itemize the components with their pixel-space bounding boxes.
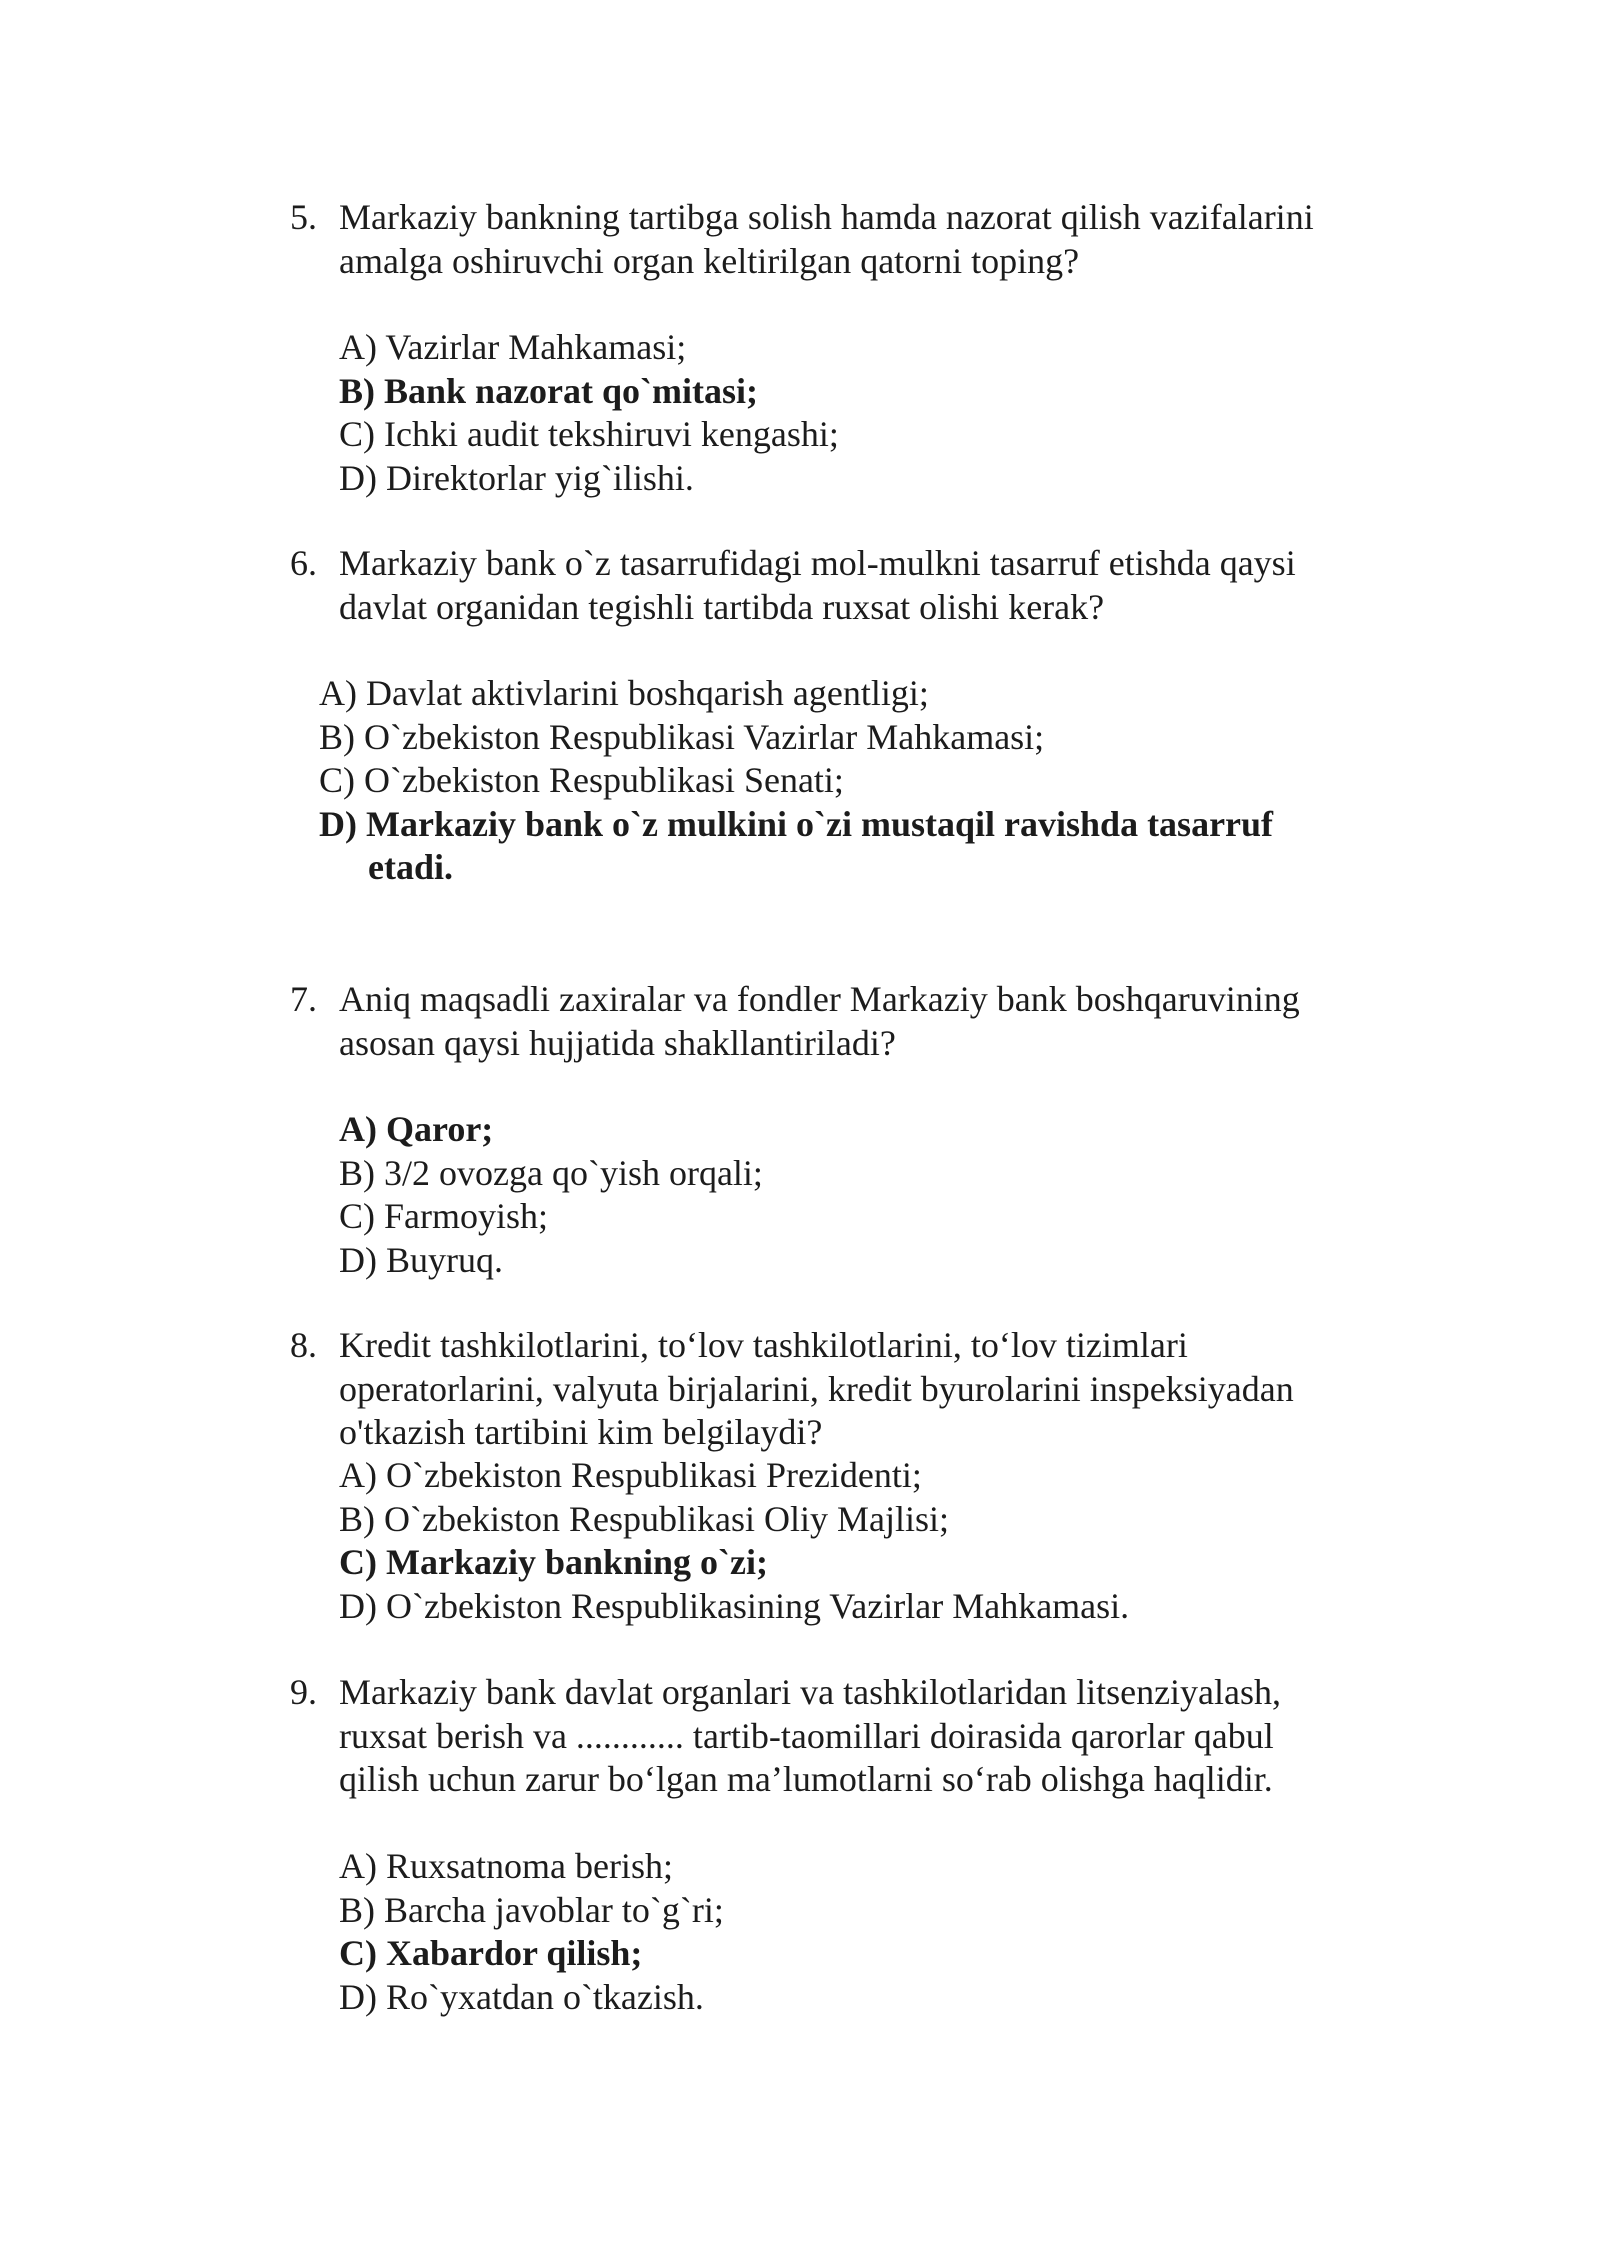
answer-options xyxy=(339,1845,724,2019)
question-line: Markaziy bank o`z tasarrufidagi mol-mulkni tasarruf etishda qaysi xyxy=(339,543,1296,583)
question-line: operatorlarini, valyuta birjalarini, kredit byurolarini inspeksiyadan xyxy=(339,1368,1294,1409)
option-b: B) Barcha javoblar to`g`ri; xyxy=(339,1889,724,1930)
question-line: ruxsat berish va ............ tartib-taomillari doirasida qarorlar qabul xyxy=(339,1715,1274,1756)
question-line: amalga oshiruvchi organ keltirilgan qatorni toping? xyxy=(339,240,1080,281)
option-d: D) Direktorlar yig`ilishi. xyxy=(339,457,694,498)
question-number: 6. xyxy=(290,543,317,583)
question-number: 9. xyxy=(290,1672,317,1712)
question-text xyxy=(339,542,1379,629)
option-d-correct xyxy=(319,803,1273,890)
option-d: D) Ro`yxatdan o`tkazish. xyxy=(339,1976,704,2017)
answer-options xyxy=(339,1454,1129,1628)
option-c-correct: C) Xabardor qilish; xyxy=(339,1933,643,1973)
answer-options xyxy=(339,326,839,500)
question-number: 5. xyxy=(290,197,317,237)
option-d: D) O`zbekiston Respublikasining Vazirlar Mahkamasi. xyxy=(339,1585,1130,1626)
option-c-correct: C) Markaziy bankning o`zi; xyxy=(339,1542,769,1582)
option-d-line: D) Markaziy bank o`z mulkini o`zi mustaqil ravishda tasarruf xyxy=(319,803,1274,844)
question-line: Markaziy bank davlat organlari va tashkilotlaridan litsenziyalash, xyxy=(339,1672,1282,1712)
option-d: D) Buyruq. xyxy=(339,1239,503,1280)
option-b: B) O`zbekiston Respublikasi Vazirlar Mahkamasi; xyxy=(319,716,1045,757)
option-b: B) O`zbekiston Respublikasi Oliy Majlisi; xyxy=(339,1498,949,1539)
question-line: o'tkazish tartibini kim belgilaydi? xyxy=(339,1412,823,1452)
question-line: Kredit tashkilotlarini, to‘lov tashkilotlarini, to‘lov tizimlari xyxy=(339,1325,1188,1365)
question-line: asosan qaysi hujjatida shakllantiriladi? xyxy=(339,1022,896,1063)
question-line: qilish uchun zarur bo‘lgan ma’lumotlarni so‘rab olishga haqlidir. xyxy=(339,1759,1273,1799)
option-d-continuation: etadi. xyxy=(368,847,453,887)
option-a: A) Davlat aktivlarini boshqarish agentligi; xyxy=(319,673,929,713)
option-b-correct: B) Bank nazorat qo`mitasi; xyxy=(339,370,759,411)
option-a: A) O`zbekiston Respublikasi Prezidenti; xyxy=(339,1455,922,1495)
question-line: Markaziy bankning tartibga solish hamda nazorat qilish vazifalarini xyxy=(339,197,1314,237)
question-text xyxy=(339,1324,1379,1455)
question-text xyxy=(339,978,1379,1065)
option-c: C) O`zbekiston Respublikasi Senati; xyxy=(319,760,844,800)
question-line: davlat organidan tegishli tartibda ruxsat olishi kerak? xyxy=(339,586,1105,627)
question-number: 7. xyxy=(290,979,317,1019)
option-b: B) 3/2 ovozga qo`yish orqali; xyxy=(339,1152,763,1193)
option-c: C) Ichki audit tekshiruvi kengashi; xyxy=(339,414,839,454)
option-a: A) Ruxsatnoma berish; xyxy=(339,1846,673,1886)
answer-options xyxy=(319,672,1273,890)
option-a-correct: A) Qaror; xyxy=(339,1109,494,1149)
question-text xyxy=(339,1671,1379,1802)
option-a: A) Vazirlar Mahkamasi; xyxy=(339,327,687,367)
question-number: 8. xyxy=(290,1325,317,1365)
option-c: C) Farmoyish; xyxy=(339,1196,549,1236)
question-line: Aniq maqsadli zaxiralar va fondler Markaziy bank boshqaruvining xyxy=(339,979,1300,1019)
answer-options xyxy=(339,1108,763,1282)
question-text xyxy=(339,196,1379,283)
